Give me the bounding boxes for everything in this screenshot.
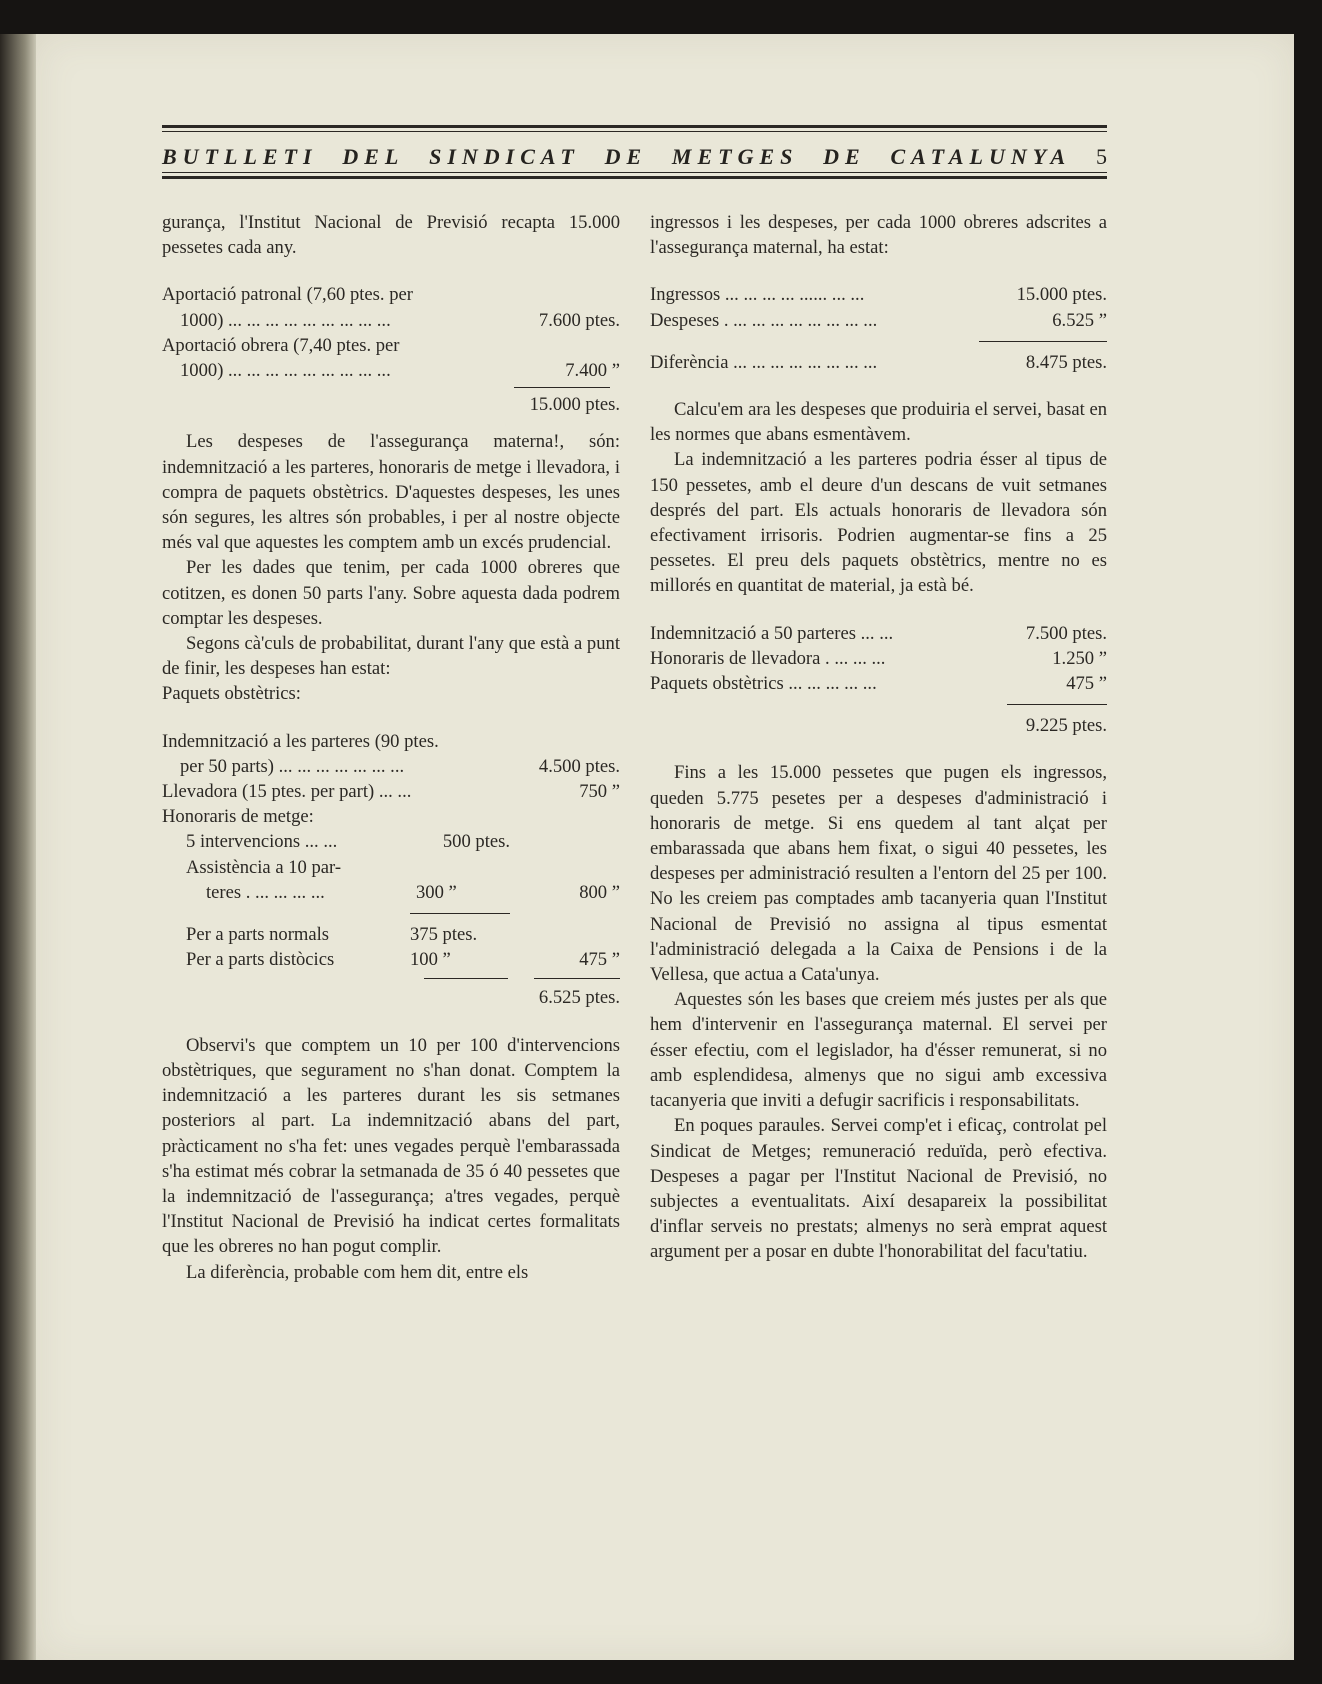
balance-table xyxy=(650,282,1107,375)
balance-amount: 8.475 ptes. xyxy=(1025,351,1107,373)
header-word: DEL xyxy=(342,144,405,169)
expense-amount: 4.500 ptes. xyxy=(538,755,620,777)
expense-table xyxy=(162,729,620,1011)
header-rule-bottom xyxy=(162,176,1107,179)
sum-rule xyxy=(410,913,510,914)
paragraph: Observi's que comptem un 10 per 100 d'intervencions obstètriques, que segurament no s'han donat. Comptem la indemnització a les parteres durant les sis setmanes posteriors al part. La indemnització abans del part, pràcticament no s'ha fet: unes vegades perquè l'embarassada s'ha estimat més cobrar la setmanada de 35 ó 40 pessetes que la indemnització de l'assegurança; a'tres vegades, perquè l'Institut Nacional de Previsió ha indicat certes formalitats que les obreres no han pogut complir. xyxy=(162,1034,620,1258)
contribution-total: 15.000 ptes. xyxy=(529,394,620,416)
contribution-label: 1000) ... ... ... ... ... ... ... ... ... xyxy=(180,309,391,331)
paragraph: Paquets obstètrics: xyxy=(162,683,301,705)
contribution-label: Aportació obrera (7,40 ptes. per xyxy=(162,334,400,356)
cost-amount: 1.250 ” xyxy=(1052,647,1107,669)
expense-sub-label: Per a parts distòcics xyxy=(186,949,335,971)
cost-amount: 7.500 ptes. xyxy=(1025,622,1107,644)
expense-sub-amount: 100 ” xyxy=(410,949,451,971)
paragraph: La indemnització a les parteres podria ésser al tipus de 150 pessetes, amb el deure d'un descans de vuit setmanes després del part. Els actuals honoraris de llevadora són efectivament irrisoris. Podrien augmentar-se fins a 25 pessetes. El preu dels paquets obstètrics, mentre no es millorés en quantitat de material, ja està bé. xyxy=(650,449,1107,597)
sum-rule xyxy=(979,341,1107,342)
header-word: BUTLLETI xyxy=(162,144,318,169)
cost-label: Indemnització a 50 parteres ... ... xyxy=(650,622,894,644)
header-word: CATALUNYA xyxy=(890,144,1072,169)
paragraph: Segons cà'culs de probabilitat, durant l'any que està a punt de finir, les despeses han estat: xyxy=(162,633,620,680)
right-column xyxy=(650,210,1107,1265)
paragraph: Aquestes són les bases que creiem més justes per als que hem d'intervenir en l'assegurança maternal. El servei per ésser efectiu, com el legislador, ha d'ésser remunerat, si no amb esplendidesa, almenys que no sigui amb excessiva tacanyeria que inviti a defugir sacrificis i responsabilitats. xyxy=(650,989,1107,1112)
header-word: SINDICAT xyxy=(429,144,580,169)
paragraph: Fins a les 15.000 pessetes que pugen els ingressos, queden 5.775 pesetes per a despeses d'administració i honoraris de metge. Si ens quedem al tant alçat per embarassada que abans hem fixat, o sigui 40 pessetes, les despeses per administració resulten a l'entorn del 25 per 100. No les creiem pas comptades amb tacanyeria quan l'Institut Nacional de Previsió no assigna al tipus esmentat l'administració delegada a la Caixa de Pensions i de la Vellesa, que actua a Cata'unya. xyxy=(650,762,1107,986)
page-spine xyxy=(0,34,36,1660)
expense-sub-label: teres . ... ... ... ... xyxy=(206,881,325,903)
expense-amount: 475 ” xyxy=(579,949,620,971)
sum-rule xyxy=(534,978,620,979)
left-column xyxy=(162,210,620,1285)
contribution-row xyxy=(162,333,620,383)
balance-label: Despeses . ... ... ... ... ... ... ... ... xyxy=(650,309,878,331)
expense-sub-label: Assistència a 10 par- xyxy=(186,856,342,878)
sum-rule xyxy=(514,387,610,388)
sum-rule xyxy=(1007,704,1107,705)
expense-sub-amount: 500 ptes. xyxy=(442,831,510,853)
header-rule-top xyxy=(162,125,1107,128)
sum-rule xyxy=(424,978,508,979)
expense-amount: 800 ” xyxy=(579,881,620,903)
header-word: DE xyxy=(604,144,648,169)
paragraph: Calcu'em ara les despeses que produiria el servei, basat en les normes que abans esmentàvem. xyxy=(650,399,1107,446)
paragraph: Per les dades que tenim, per cada 1000 obreres que cotitzen, es donen 50 parts l'any. Sobre aquesta dada podrem comptar les despeses. xyxy=(162,557,620,629)
running-header xyxy=(162,140,1107,174)
cost-label: Paquets obstètrics ... ... ... ... ... xyxy=(650,673,877,695)
cost-amount: 475 ” xyxy=(1066,673,1107,695)
expense-sub-amount: 375 ptes. xyxy=(410,924,478,946)
paragraph: gurança, l'Institut Nacional de Previsió recapta 15.000 pessetes cada any. xyxy=(162,212,620,259)
balance-label: Diferència ... ... ... ... ... ... ... ... xyxy=(650,351,878,373)
expense-label: per 50 parts) ... ... ... ... ... ... ... xyxy=(180,755,405,777)
cost-label: Honoraris de llevadora . ... ... ... xyxy=(650,647,886,669)
header-rule-bottom-thin xyxy=(162,172,1107,173)
paragraph: Les despeses de l'assegurança materna!, són: indemnització a les parteres, honoraris de metge i llevadora, i compra de paquets obstètrics. D'aquestes despeses, les unes són segures, les altres són probables, i per al nostre objecte més val que aquestes les comptem amb un excés prudencial. xyxy=(162,431,620,554)
balance-amount: 15.000 ptes. xyxy=(1016,284,1107,306)
contribution-amount: 7.600 ptes. xyxy=(538,309,620,331)
expense-sub-label: 5 intervencions ... ... xyxy=(186,831,338,853)
expense-label: Indemnització a les parteres (90 ptes. xyxy=(162,730,439,752)
header-word: METGES xyxy=(671,144,799,169)
cost-table xyxy=(650,621,1107,739)
contribution-label: Aportació patronal (7,60 ptes. per xyxy=(162,284,413,306)
contribution-label: 1000) ... ... ... ... ... ... ... ... ... xyxy=(180,360,391,382)
paragraph: En poques paraules. Servei comp'et i eficaç, controlat pel Sindicat de Metges; remuneració reduïda, però efectiva. Despeses a pagar per l'Institut Nacional de Previsió, no subjectes a eventualitats. Així desapareix la possibilitat d'inflar serveis no prestats; almenys no serà emprat aquest argument per a posar en dubte l'honorabilitat del facu'tatiu. xyxy=(650,1115,1107,1263)
expense-total: 6.525 ptes. xyxy=(538,987,620,1009)
paragraph: La diferència, probable com hem dit, entre els xyxy=(186,1261,529,1283)
contribution-amount: 7.400 ” xyxy=(565,360,620,382)
header-rule-top-thin xyxy=(162,131,1107,132)
expense-amount: 750 ” xyxy=(579,781,620,803)
contribution-row xyxy=(162,282,620,332)
cost-total: 9.225 ptes. xyxy=(1025,715,1107,737)
header-word: DE xyxy=(823,144,866,169)
expense-label: Honoraris de metge: xyxy=(162,806,314,828)
expense-sub-amount: 300 ” xyxy=(416,881,457,903)
paragraph: ingressos i les despeses, per cada 1000 obreres adscrites a l'assegurança maternal, ha estat: xyxy=(650,212,1107,259)
page-number: 5 xyxy=(1095,144,1107,169)
balance-amount: 6.525 ” xyxy=(1052,309,1107,331)
contribution-table xyxy=(162,282,620,417)
expense-label: Llevadora (15 ptes. per part) ... ... xyxy=(162,781,412,803)
expense-sub-label: Per a parts normals xyxy=(186,924,330,946)
balance-label: Ingressos ... ... ... ... ...... ... ... xyxy=(650,284,865,306)
